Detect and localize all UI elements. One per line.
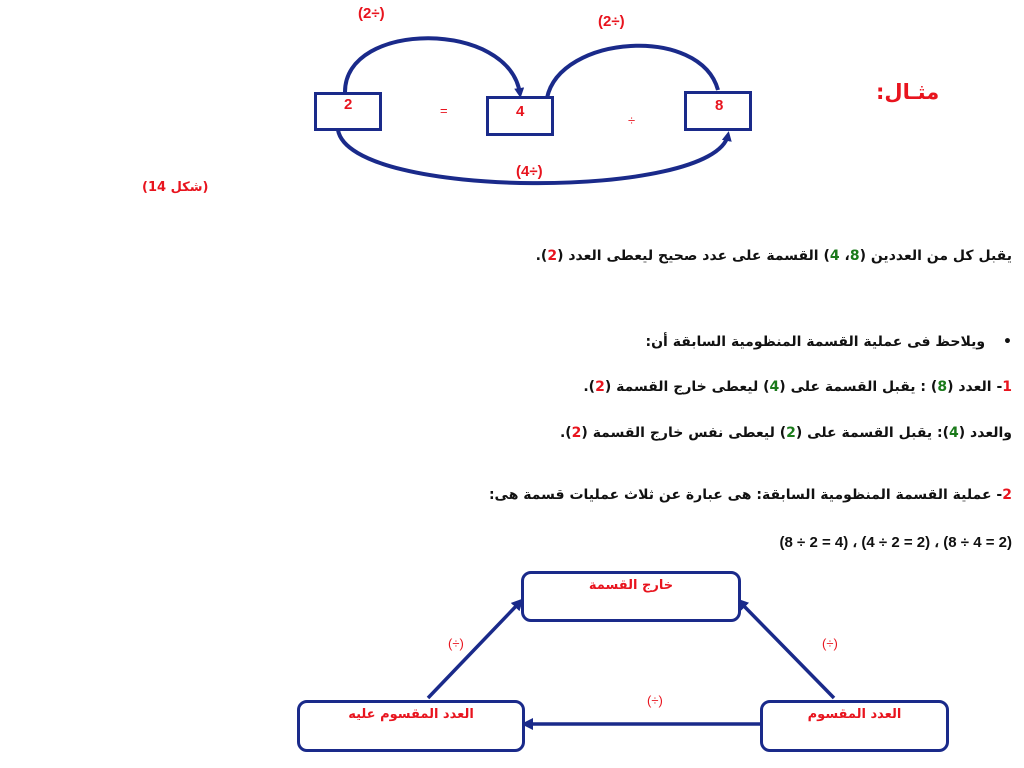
line1-part-a: يقبل كل من العددين ( xyxy=(859,248,1012,264)
bullet-mark: • xyxy=(1003,334,1012,350)
item1b-num-2: 2 xyxy=(786,425,796,441)
example-label: مثـال: xyxy=(876,80,940,104)
eq-sep-2: ) ، ( xyxy=(925,534,949,551)
equation-2: 4 ÷ 2 = 2 xyxy=(866,534,926,551)
box-divisor xyxy=(297,700,525,752)
eq-open: ( xyxy=(779,534,785,551)
item1-part-b: ) : يقبل القسمة على ( xyxy=(779,379,938,395)
arc-label-left: (2÷) xyxy=(358,5,385,22)
item-2-line xyxy=(489,487,1012,503)
box-four xyxy=(486,96,554,136)
item1-number: 1 xyxy=(1002,379,1012,395)
divide-sign: ÷ xyxy=(628,113,636,128)
box-two-value: 2 xyxy=(344,96,353,113)
equations-line xyxy=(780,533,1012,551)
equation-1: 8 ÷ 2 = 4 xyxy=(784,534,844,551)
equation-3: 8 ÷ 4 = 2 xyxy=(948,534,1007,551)
item1b-part-d: ). xyxy=(559,425,572,441)
paragraph-line-1 xyxy=(536,248,1012,264)
item1b-part-b: ): يقبل القسمة على ( xyxy=(795,425,950,441)
arc-label-right: (2÷) xyxy=(598,13,625,30)
item1-num-2: 2 xyxy=(595,379,605,395)
line1-num-2: 2 xyxy=(547,248,558,264)
box-eight xyxy=(684,91,752,131)
box-quotient-label: خارج القسمة xyxy=(588,578,674,593)
cycle-op-bottom: (÷) xyxy=(647,693,663,708)
line1-part-b: ) القسمة على عدد صحيح ليعطى العدد ( xyxy=(557,248,830,264)
cycle-op-left: (÷) xyxy=(448,636,464,651)
line1-num-8: 8 xyxy=(849,248,860,264)
figure-caption: (شكل 14) xyxy=(142,180,209,195)
item1-part-c: ) ليعطى خارج القسمة ( xyxy=(604,379,770,395)
box-two xyxy=(314,92,382,131)
cycle-op-right: (÷) xyxy=(822,636,838,651)
box-dividend-label: العدد المقسوم xyxy=(807,707,902,722)
item1-num-4: 4 xyxy=(769,379,780,395)
box-quotient xyxy=(521,571,741,622)
arrow-right-to-top xyxy=(740,602,834,698)
item2-number: 2 xyxy=(1002,487,1012,503)
box-eight-value: 8 xyxy=(715,97,724,114)
bullet-text: ويلاحظ فى عملية القسمة المنظومية السابقة أن: xyxy=(645,334,986,350)
item1b-num-4: 4 xyxy=(949,425,959,441)
eq-close: ) xyxy=(1007,534,1012,551)
line1-sep: ، xyxy=(839,248,850,264)
line1-num-4: 4 xyxy=(829,248,840,264)
box-divisor-label: العدد المقسوم عليه xyxy=(348,707,474,722)
bullet-line xyxy=(646,334,1013,350)
eq-sep-1: ) ، ( xyxy=(843,534,867,551)
equals-sign: = xyxy=(440,103,448,118)
item1-part-d: ). xyxy=(583,379,596,395)
box-dividend xyxy=(760,700,949,752)
arc-2-to-4 xyxy=(345,38,520,94)
item1-num-8: 8 xyxy=(937,379,948,395)
line1-part-c: ). xyxy=(535,248,548,264)
item1b-num-2b: 2 xyxy=(571,425,582,441)
item1b-part-a: والعدد ( xyxy=(958,425,1012,441)
item2-text: - عملية القسمة المنظومية السابقة: هى عبارة عن ثلاث عمليات قسمة هى: xyxy=(488,487,1003,503)
item-1b-line xyxy=(560,425,1012,441)
item1-part-a: - العدد ( xyxy=(947,379,1003,395)
box-four-value: 4 xyxy=(516,103,525,120)
arc-label-bottom: (4÷) xyxy=(516,163,543,180)
arrow-left-to-top xyxy=(428,602,520,698)
item-1-line xyxy=(583,379,1012,395)
item1b-part-c: ) ليعطى نفس خارج القسمة ( xyxy=(581,425,787,441)
